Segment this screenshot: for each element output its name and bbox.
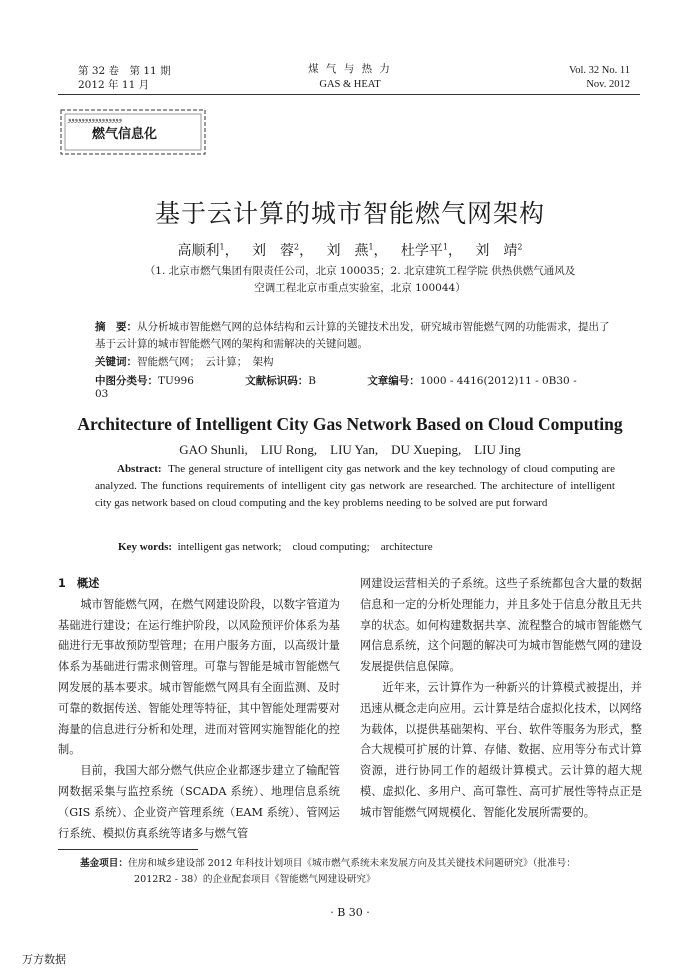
page-number: · B 30 · — [330, 906, 370, 919]
body-paragraph: 目前，我国大部分燃气供应企业都逐步建立了输配管网数据采集与监控系统（SCADA 系统）、地理信息系统（GIS 系统）、企业资产管理系统（EAM 系统）、管网运行系统、模拟仿真系统等诸多与燃气管 — [58, 764, 340, 840]
funding-label: 基金项目： — [80, 858, 128, 869]
keywords-en — [118, 538, 433, 554]
header-rule — [58, 94, 640, 95]
footnote-rule — [58, 849, 198, 850]
body-paragraph: 近年来，云计算作为一种新兴的计算模式被提出，并迅速从概念走向应用。云计算是结合虚拟化技术，以网络为载体，以提供基础架构、平台、软件等服务为形式，整合大规模可扩展的计算、存储、数据、应用等分布式计算资源，进行协同工作的超级计算模式。云计算的超大规模、虚拟化、多用户、高可靠性、高可扩展性等特点正是城市智能燃气网规模化、智能化发展所需要的。 — [360, 680, 642, 819]
abstract-zh — [95, 319, 615, 353]
author-1: 高顺利$^1$， — [177, 242, 239, 259]
section-tag-frame — [58, 106, 208, 158]
body-column-left — [58, 574, 340, 844]
authors-zh — [0, 240, 700, 260]
abstract-en-label: Abstract: — [117, 463, 162, 475]
section-tag-label: 燃气信息化 — [92, 127, 158, 142]
watermark: 万方数据 — [22, 953, 66, 966]
header-journal-zh: 煤 气 与 热 力 — [308, 63, 392, 75]
keywords-zh-label: 关键词： — [95, 356, 137, 368]
keywords-en-label: Key words: — [118, 541, 173, 553]
author-5: 刘 靖$^2$ — [475, 242, 523, 259]
author-3: 刘 燕$^1$， — [326, 242, 388, 259]
abstract-zh-text: 从分析城市智能燃气网的总体结构和云计算的关键技术出发，研究城市智能燃气网的功能需求，提出了基于云计算的城市智能燃气网的架构和需解决的关键问题。 — [95, 321, 610, 350]
abstract-zh-label: 摘 要： — [95, 321, 137, 333]
keywords-zh — [95, 354, 274, 369]
svg-text:ﻭﻭﻭﻭﻭﻭﻭﻭﻭﻭﻭﻭﻭﻭﻭﻭ: ﻭﻭﻭﻭﻭﻭﻭﻭﻭﻭﻭﻭﻭﻭﻭﻭ — [68, 115, 123, 123]
paper-title-en: Architecture of Intelligent City Gas Network Based on Cloud Computing — [77, 414, 623, 434]
header-date-en: Nov. 2012 — [586, 79, 630, 90]
funding-line-2: 2012R2 - 38）的企业配套项目《智能燃气网建设研究》 — [134, 874, 376, 885]
section-1-heading: 1 概述 — [58, 577, 100, 590]
keywords-zh-text: 智能燃气网； 云计算； 架构 — [137, 356, 274, 368]
funding-note — [80, 856, 640, 888]
affiliation-line-1: （1. 北京市燃气集团有限责任公司，北京 100035；2. 北京建筑工程学院 供热供燃气通风及 — [144, 265, 576, 277]
authors-en: GAO Shunli, LIU Rong, LIU Yan, DU Xueping, LIU Jing — [179, 442, 521, 457]
header-journal-en: GAS & HEAT — [319, 79, 381, 90]
funding-line-1: 住房和城乡建设部 2012 年科技计划项目《城市燃气系统未来发展方向及其关键技术问题研究》（批准号： — [127, 858, 576, 869]
doc-code: 文献标识码：B — [245, 375, 316, 387]
paper-title-zh: 基于云计算的城市智能燃气网架构 — [154, 199, 545, 228]
abstract-en — [95, 461, 615, 512]
clc: 中图分类号：TU996 — [95, 375, 194, 387]
header-volume: 第 32 卷 第 11 期 — [78, 65, 171, 77]
body-paragraph: 网建设运营相关的子系统。这些子系统都包含大量的数据信息和一定的分析处理能力，并且多处于信息分散且无共享的状态。如何构建数据共享、流程整合的城市智能燃气网信息系统，这个问题的解决可为城市智能燃气网的建设发展提供信息保障。 — [360, 577, 642, 674]
author-4: 杜学平$^1$， — [400, 242, 462, 259]
body-column-right — [360, 574, 642, 824]
body-paragraph: 城市智能燃气网，在燃气网建设阶段，以数字管道为基础进行建设；在运行维护阶段，以风险预评价体系为基础进行无事故预防型管理；在用户服务方面，以高级计量体系为基础进行需求侧管理。可靠与智能是城市智能燃气网发展的基本要求。城市智能燃气网具有全面监测、及时可靠的数据传送、智能处理等特征，其中智能处理需要对海量的信息进行分析和处理，进而对管网实施智能化的控制。 — [58, 597, 340, 757]
header-vol-en: Vol. 32 No. 11 — [569, 65, 630, 76]
article-number: 文章编号：1000 - 4416(2012)11 - 0B30 - 03 — [95, 375, 577, 400]
affiliation — [95, 263, 625, 297]
header-date: 2012 年 11 月 — [78, 79, 150, 91]
author-2: 刘 蓉$^2$， — [252, 242, 314, 259]
affiliation-line-2: 空调工程北京市重点实验室，北京 100044） — [254, 282, 466, 294]
classification-line — [95, 373, 635, 400]
abstract-en-text: The general structure of intelligent city gas network and the key technology of cloud computing are analyzed. The functions requirements of intelligent city gas network are researched. The architecture of intelligent city gas network based on cloud computing and the key problems needing to be solved are put forward — [95, 463, 615, 509]
keywords-en-text: intelligent gas network; cloud computing; architecture — [177, 541, 433, 553]
